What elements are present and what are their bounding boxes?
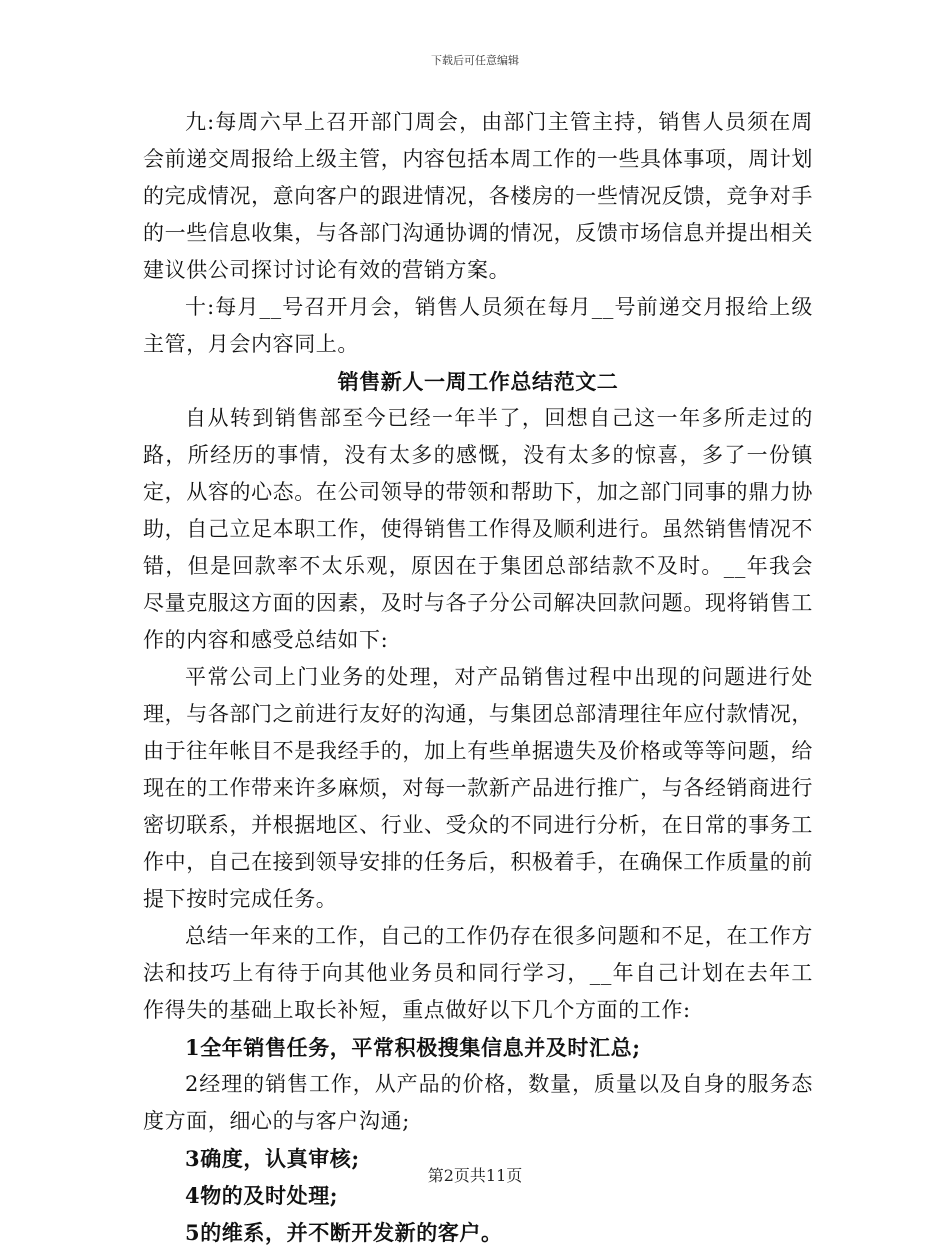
header-note: 下载后可任意编辑 <box>431 54 519 67</box>
list-item-5: 5的维系，并不断开发新的客户。 <box>185 1220 503 1245</box>
paragraph-nine: 九:每周六早上召开部门周会，由部门主管主持，销售人员须在周会前递交周报给上级主管，内容包括本周工作的一些具体事项，周计划的完成情况，意向客户的跟进情况，各楼房的一些情况反馈，竞争对手的一些信息收集，与各部门沟通协调的情况，反馈市场信息并提出相关建议供公司探讨讨论有效的营销方案。 <box>143 110 813 282</box>
body-paragraph-3: 总结一年来的工作，自己的工作仍存在很多问题和不足，在工作方法和技巧上有待于向其他业务员和同行学习，__年自己计划在去年工作得失的基础上取长补短，重点做好以下几个方面的工作: <box>143 924 813 1022</box>
page-number: 第2页共11页 <box>427 1166 523 1185</box>
list-item-1: 1全年销售任务，平常积极搜集信息并及时汇总; <box>185 1035 641 1060</box>
body-paragraph-2: 平常公司上门业务的处理，对产品销售过程中出现的问题进行处理，与各部门之前进行友好的沟通，与集团总部清理往年应付款情况，由于往年帐目不是我经手的，加上有些单据遗失及价格或等等问题，给现在的工作带来许多麻烦，对每一款新产品进行推广，与各经销商进行密切联系，并根据地区、行业、受众的不同进行分析，在日常的事务工作中，自己在接到领导安排的任务后，积极着手，在确保工作质量的前提下按时完成任务。 <box>143 665 813 911</box>
document-body <box>143 104 813 1251</box>
paragraph-ten: 十:每月__号召开月会，销售人员须在每月__号前递交月报给上级主管，月会内容同上。 <box>143 295 813 356</box>
list-item-2: 2经理的销售工作，从产品的价格，数量，质量以及自身的服务态度方面，细心的与客户沟通; <box>143 1072 813 1133</box>
list-item-4: 4物的及时处理; <box>185 1183 339 1208</box>
body-paragraph-1: 自从转到销售部至今已经一年半了，回想自己这一年多所走过的路，所经历的事情，没有太多的感慨，没有太多的惊喜，多了一份镇定，从容的心态。在公司领导的带领和帮助下，加之部门同事的鼎力协助，自己立足本职工作，使得销售工作得及顺利进行。虽然销售情况不错，但是回款率不太乐观，原因在于集团总部结款不及时。__年我会尽量克服这方面的因素，及时与各子分公司解决回款问题。现将销售工作的内容和感受总结如下: <box>143 406 813 652</box>
list-item-3: 3确度，认真审核; <box>185 1146 360 1171</box>
section-title: 销售新人一周工作总结范文二 <box>337 369 619 394</box>
